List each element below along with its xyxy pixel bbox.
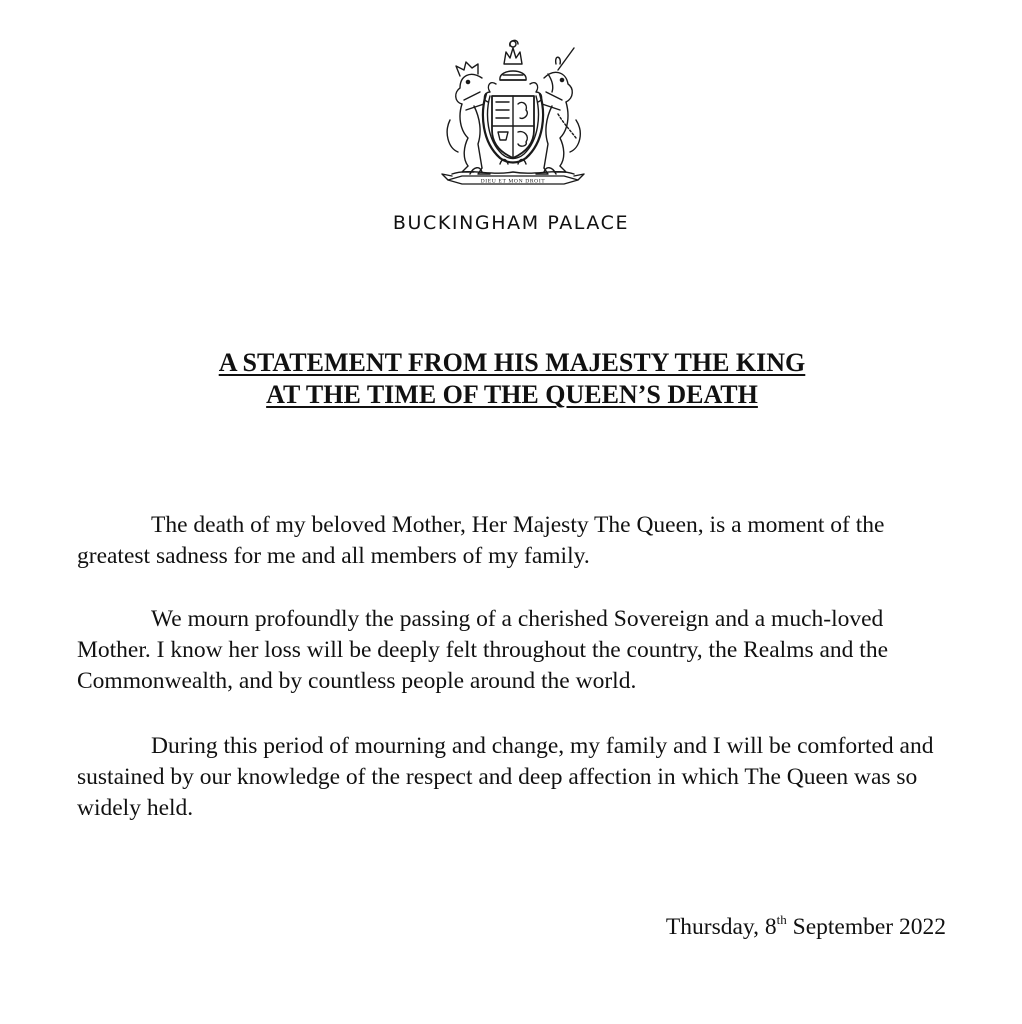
date-ordinal-suffix: th <box>776 912 787 927</box>
statement-paragraph-2: We mourn profoundly the passing of a cherished Sovereign and a much-loved Mother. I know her loss will be deeply felt throughout the country, the Realms and the Commonwealth, and by countless people around the world. <box>77 606 889 694</box>
statement-title <box>0 347 1022 411</box>
date-weekday: Thursday, <box>665 914 759 940</box>
statement-paragraph-1: The death of my beloved Mother, Her Majesty The Queen, is a moment of the greatest sadness for me and all members of my family. <box>77 512 885 569</box>
date-month-year: September 2022 <box>792 914 946 940</box>
royal-coat-of-arms-icon <box>430 34 596 190</box>
statement-paragraph-3: During this period of mourning and change, my family and I will be comforted and sustained by our knowledge of the respect and deep affection in which The Queen was so widely held. <box>77 733 934 821</box>
statement-title-line-2: AT THE TIME OF THE QUEEN’S DEATH <box>266 380 758 409</box>
date-day: 8 <box>764 914 777 940</box>
statement-title-line-1: A STATEMENT FROM HIS MAJESTY THE KING <box>218 348 806 377</box>
svg-text:DIEU ET MON DROIT: DIEU ET MON DROIT <box>480 178 546 185</box>
statement-date <box>666 914 946 941</box>
institution-name: BUCKINGHAM PALACE <box>392 212 630 234</box>
